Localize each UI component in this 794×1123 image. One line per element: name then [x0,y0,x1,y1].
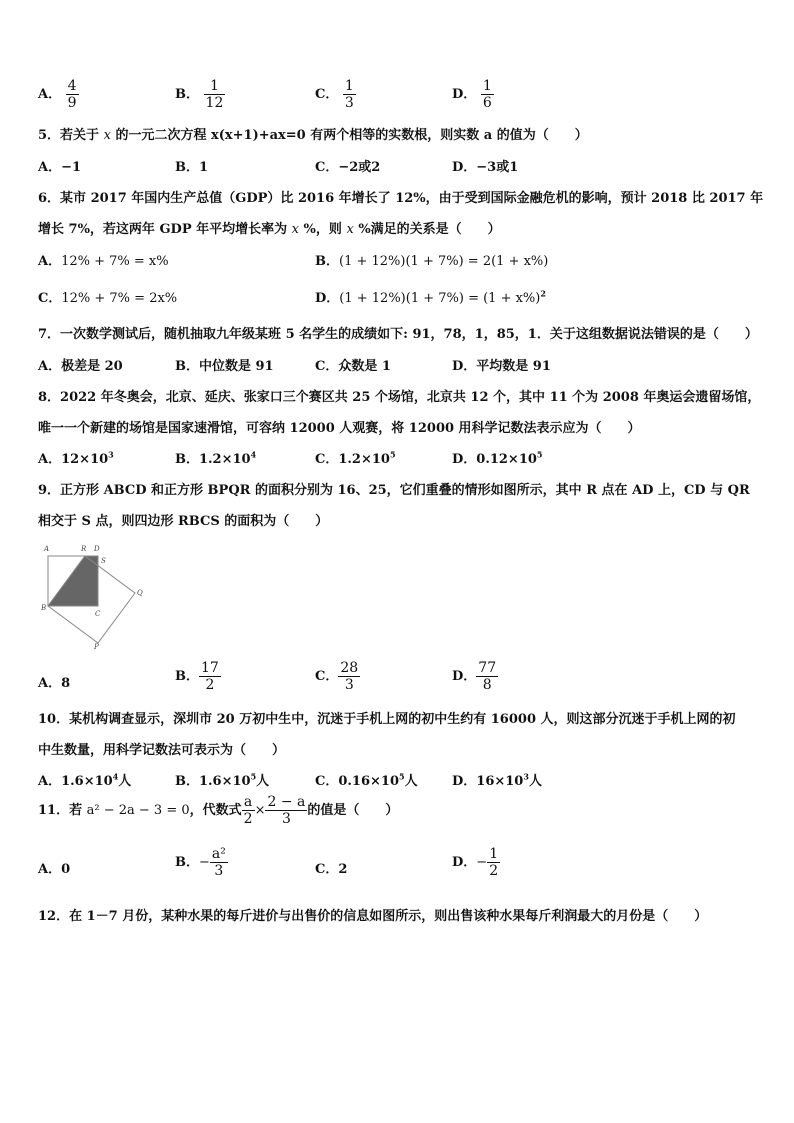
q6-stem-line2 [38,218,764,237]
denominator: 8 [482,677,492,693]
q4-option-a [38,78,79,111]
q4-option-d [452,78,494,111]
fraction [199,660,221,693]
exponent: 5 [399,771,405,782]
option-label: D． [315,291,340,306]
times-sign: × [254,803,266,818]
q6-option-a [38,250,169,269]
q9-option-a: A．8 [38,676,71,691]
variable-x: x [346,222,354,237]
label-b: B [41,604,47,612]
option-label: B． [175,87,199,102]
numerator: a [242,794,255,811]
exponent: 5 [536,449,543,460]
option-label: A． [38,87,62,102]
exponent: 3 [523,771,529,782]
label-r: R [81,545,87,553]
q8-option-c [315,448,396,467]
label-c: C [95,610,101,618]
exponent: 3 [108,449,114,460]
denominator: 3 [214,863,224,879]
q6-line2-mid: %，则 [303,222,342,237]
q6-option-c [38,287,177,306]
q6-option-b [315,250,548,269]
q11-option-d [452,846,500,879]
numerator: 77 [478,660,497,676]
option-label: B． [175,855,199,870]
numerator: 1 [204,78,226,95]
denominator: 9 [67,95,77,111]
q11-stem [38,794,764,827]
fraction [487,846,500,879]
numerator: 1 [344,78,354,94]
q11-option-a: A．0 [38,862,71,877]
numerator: 4 [67,78,77,94]
q9-option-d [452,660,498,693]
q9-geometry-figure [38,540,148,650]
q8-option-b [175,448,256,467]
fraction [481,78,494,111]
variable-x: x [103,128,111,143]
denominator: 3 [344,677,354,693]
q9-stem-line2: 相交于 S 点，则四边形 RBCS 的面积为（ ） [38,514,329,529]
label-q: Q [137,589,143,597]
option-label: A． [38,254,62,269]
numerator: 1 [482,78,492,94]
fraction [66,78,79,111]
numerator: a² [211,846,226,862]
denominator: 2 [489,863,499,879]
option-base: D．16×10 [452,774,524,789]
unit: 人 [118,774,132,789]
q5-option-c: C．−2或2 [315,160,381,175]
q6-line2-post: %满足的关系是（ ） [358,222,501,237]
option-expression: 12% + 7% = 2x% [61,291,178,306]
denominator: 6 [482,95,492,111]
denominator: 2 [205,677,215,693]
shaded-quadrilateral-rbcs [48,556,98,606]
fraction [343,78,356,111]
q8-stem-line2: 唯一一个新建的场馆是国家速滑馆，可容纳 12000 人观赛，将 12000 用科学记数法表示应为（ ） [38,421,641,436]
option-label: B． [315,254,339,269]
q10-option-a [38,770,131,789]
q5-option-d: D．−3或1 [452,160,519,175]
option-expression: (1 + 12%)(1 + 7%) = 2(1 + x%) [339,254,549,269]
q8-option-d [452,448,543,467]
q9-option-b [175,660,221,693]
option-base: C．0.16×10 [315,774,399,789]
fraction-2-minus-a-over-3 [265,794,307,827]
q8-option-a [38,448,114,467]
q7-option-a: A．极差是 20 [38,359,123,374]
fraction [476,660,498,693]
q5-pre: 5．若关于 [38,128,100,143]
variable-x: x [291,222,300,237]
option-label: D． [452,669,477,684]
q12-stem: 12．在 1－7 月份，某种水果的每斤进价与出售价的信息如图所示，则出售该种水果每斤利润最大的月份是（ ） [38,909,708,924]
q10-stem-line2: 中生数量，用科学记数法可表示为（ ） [38,743,286,758]
fraction [204,78,226,111]
q11-option-b [175,846,228,879]
q11-condition: a² − 2a − 3 = 0 [86,803,190,818]
q7-stem: 7．一次数学测试后，随机抽取九年级某班 5 名学生的成绩如下: 91，78，1，85，1．关于这组数据说法错误的是（ ） [38,327,758,342]
q6-line2-pre: 增长 7%，若这两年 GDP 年平均增长率为 [38,222,288,237]
denominator: 12 [205,95,224,111]
option-label: C． [315,669,339,684]
option-base: B．1.6×10 [175,774,251,789]
q10-option-d [452,770,542,789]
q11-mid: ，代数式 [189,803,242,818]
q5-option-a: A．−1 [38,160,82,175]
option-base: B．1.2×10 [175,452,251,467]
option-expression: (1 + 12%)(1 + 7%) = (1 + x%) [339,291,541,306]
q6-stem-line1: 6．某市 2017 年国内生产总值（GDP）比 2016 年增长了 12%，由于受到国际金融危机的影响，预计 2018 比 2017 年 [38,191,764,206]
option-expression: 12% + 7% = x% [61,254,169,269]
option-base: A．12×10 [38,452,109,467]
q6-option-d [315,287,546,306]
numerator: 28 [340,660,359,676]
numerator: 2 − a [267,794,306,810]
fraction [210,846,228,879]
q5-option-b: B．1 [175,160,209,175]
q9-option-c [315,660,360,693]
exponent: 4 [112,771,119,782]
label-d: D [94,545,100,553]
option-label: D． [452,87,477,102]
label-a: A [44,545,50,553]
numerator: 17 [201,660,219,676]
unit: 人 [404,774,418,789]
minus-sign: − [199,855,210,870]
option-label: D． [452,855,477,870]
q5-post: 的一元二次方程 x(x+1)+ax=0 有两个相等的实数根，则实数 a 的值为（ ） [115,128,588,143]
option-base: A．1.6×10 [38,774,113,789]
option-label: B． [175,669,199,684]
q5-stem [38,124,764,143]
denominator: 3 [281,811,291,827]
minus-sign: − [476,855,488,870]
q10-option-c [315,770,418,789]
q10-stem-line1: 10．某机构调查显示，深圳市 20 万初中生中，沉迷于手机上网的初中生约有 16000 人，则这部分沉迷于手机上网的初 [38,712,736,727]
option-base: D．0.12×10 [452,452,537,467]
exponent: 2 [540,288,546,299]
exponent: 5 [389,449,396,460]
q11-post: 的值是（ ） [307,803,399,818]
label-s: S [101,557,106,565]
fraction [338,660,360,693]
fraction-a-over-2 [242,794,255,827]
denominator: 2 [243,811,253,827]
q4-option-b [175,78,225,111]
q7-option-d: D．平均数是 91 [452,359,551,374]
exponent: 5 [250,771,257,782]
unit: 人 [256,774,270,789]
unit: 人 [528,774,542,789]
denominator: 3 [344,95,354,111]
q10-option-b [175,770,269,789]
q4-option-c [315,78,356,111]
q7-option-c: C．众数是 1 [315,359,391,374]
option-base: C．1.2×10 [315,452,390,467]
option-label: C． [38,291,62,306]
label-p: P [94,643,99,650]
q9-stem-line1: 9．正方形 ABCD 和正方形 BPQR 的面积分别为 16、25，它们重叠的情形如图所示，其中 R 点在 AD 上，CD 与 QR [38,483,750,498]
q11-pre: 11．若 [38,803,83,818]
q8-stem-line1: 8．2022 年冬奥会，北京、延庆、张家口三个赛区共 25 个场馆，北京共 12 个，其中 11 个为 2008 年奥运会遗留场馆， [38,390,761,405]
exponent: 4 [250,449,257,460]
numerator: 1 [489,846,499,862]
q11-option-c: C．2 [315,862,348,877]
option-label: C． [315,87,339,102]
q7-option-b: B．中位数是 91 [175,359,274,374]
